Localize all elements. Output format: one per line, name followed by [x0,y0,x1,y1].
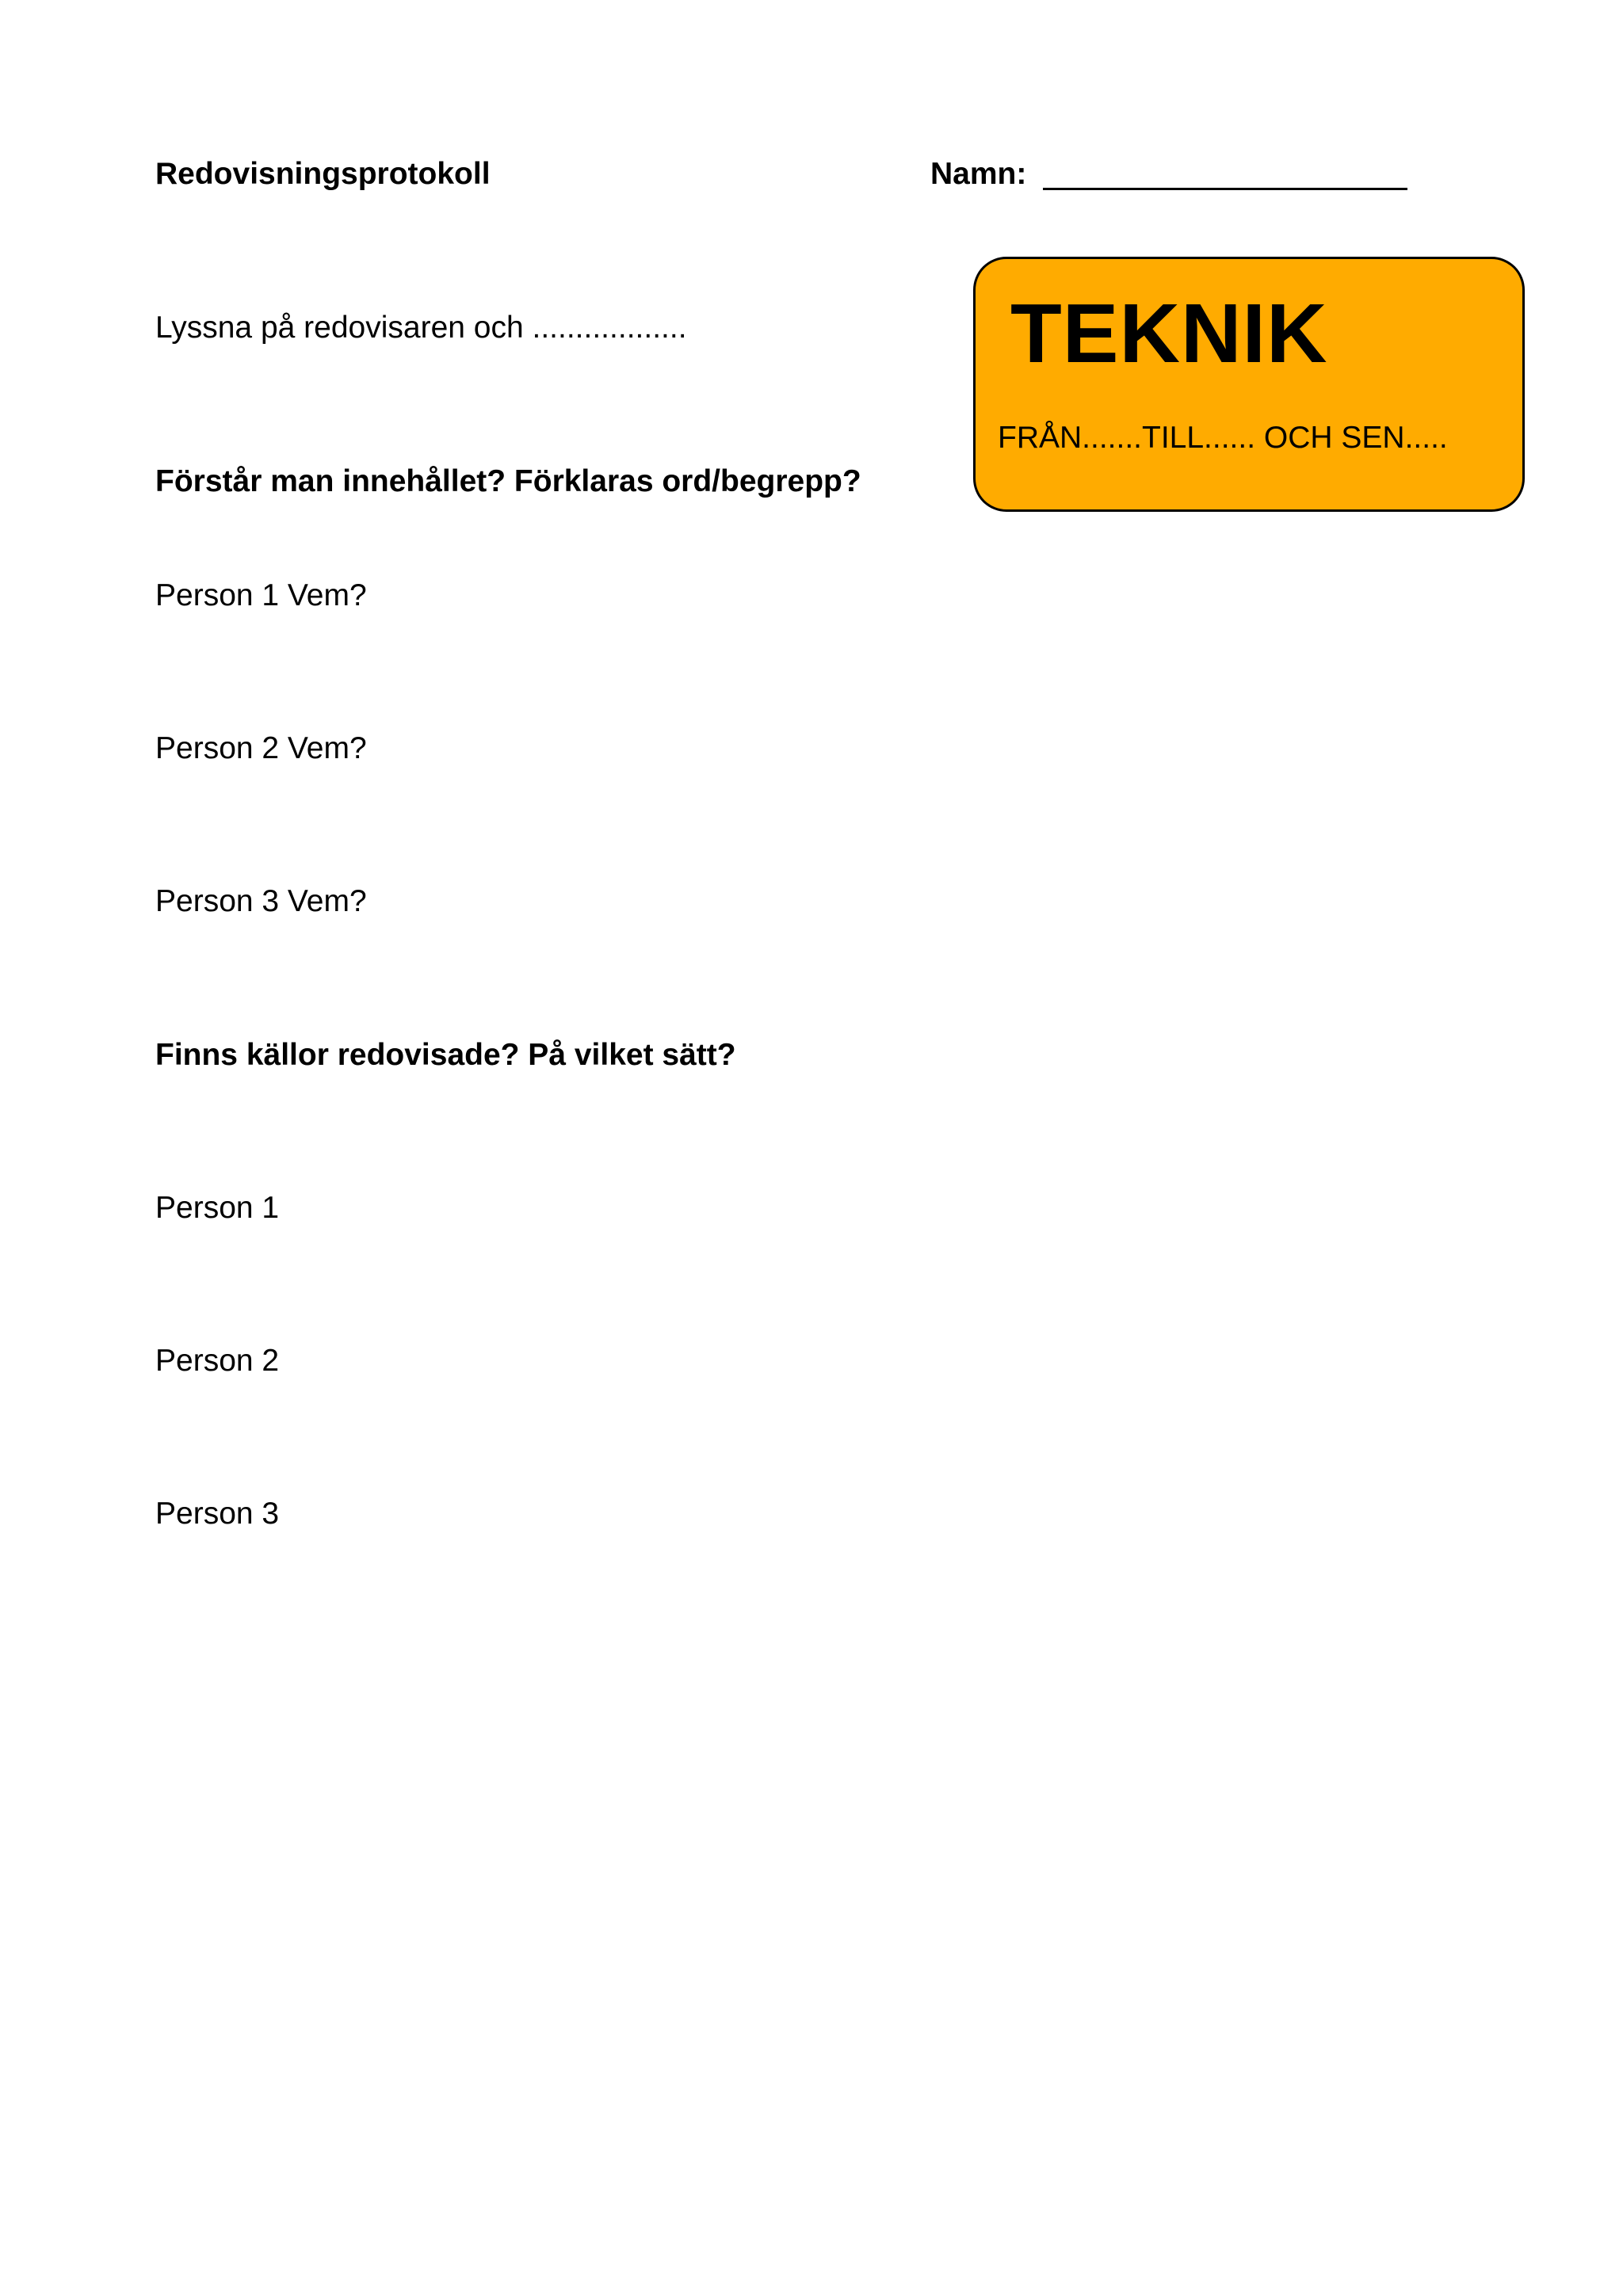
understanding-person-2: Person 2 Vem? [155,731,367,765]
question-sources: Finns källor redovisade? På vilket sätt? [155,1038,736,1072]
sources-person-1: Person 1 [155,1191,280,1225]
name-blank-line [1043,188,1407,190]
listen-instruction: Lyssna på redovisaren och .................. [155,311,687,345]
sources-person-3: Person 3 [155,1497,280,1531]
question-understanding: Förstår man innehållet? Förklaras ord/begrepp? [155,464,861,498]
card-subtitle: FRÅN.......TILL...... OCH SEN..... [998,421,1448,455]
teknik-card [973,257,1525,512]
sources-person-2: Person 2 [155,1344,280,1378]
understanding-person-3: Person 3 Vem? [155,884,367,918]
name-label: Namn: [930,157,1027,191]
document-title: Redovisningsprotokoll [155,157,491,191]
card-title: TEKNIK [1010,287,1328,380]
understanding-person-1: Person 1 Vem? [155,578,367,612]
